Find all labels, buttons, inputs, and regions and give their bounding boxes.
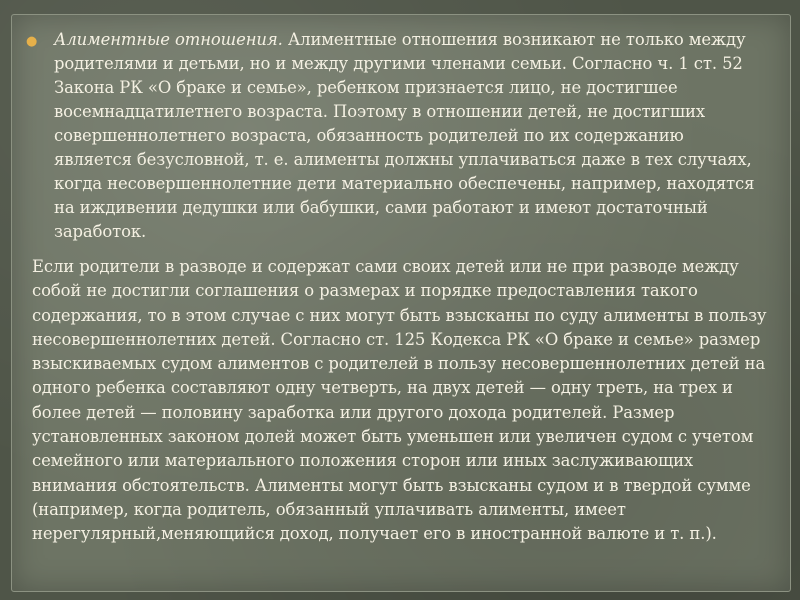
content-panel	[11, 14, 791, 592]
bullet-item	[26, 28, 756, 244]
slide-content	[12, 15, 792, 593]
bullet-lead: Алиментные отношения.	[54, 30, 283, 49]
paragraph-text: Если родители в разводе и содержат сами своих детей или не при разводе между собой не достигли соглашения о размерах и порядке предоставления такого содержания, то в этом случае с них могут быть взысканы по суду алименты в пользу несовершеннолетних детей. Согласно ст. 125 Кодекса РК «О браке и семье» размер взыскиваемых судом алиментов с родителей в пользу несовершеннолетних детей на одного ребенка составляют одну четверть, на двух детей — одну треть, на трех и более детей — половину заработка или другого дохода родителей. Размер установленных законом долей может быть уменьшен или увеличен судом с учетом семейного или материального положения сторон или иных заслуживающих внимания обстоятельств. Алименты могут быть взысканы судом и в твердой сумме (например, когда родитель, обязанный уплачивать алименты, имеет нерегулярный,меняющийся доход, получает его в иностранной валюте и т. п.).	[32, 257, 767, 544]
bullet-icon: ●	[26, 34, 38, 49]
bullet-text	[54, 28, 756, 244]
bullet-body: Алиментные отношения возникают не только между родителями и детьми, но и между другими членами семьи. Согласно ч. 1 ст. 52 Закона РК «О браке и семье», ребенком признается лицо, не достигшее восемнадцатилетнего возраста. Поэтому в отношении детей, не достигших совершеннолетнего возраста, обязанность родителей по их содержанию является безусловной, т. е. алименты должны уплачиваться даже в тех случаях, когда несовершеннолетние дети материально обеспечены, например, находятся на иждивении дедушки или бабушки, сами работают и имеют достаточный заработок.	[54, 30, 755, 241]
